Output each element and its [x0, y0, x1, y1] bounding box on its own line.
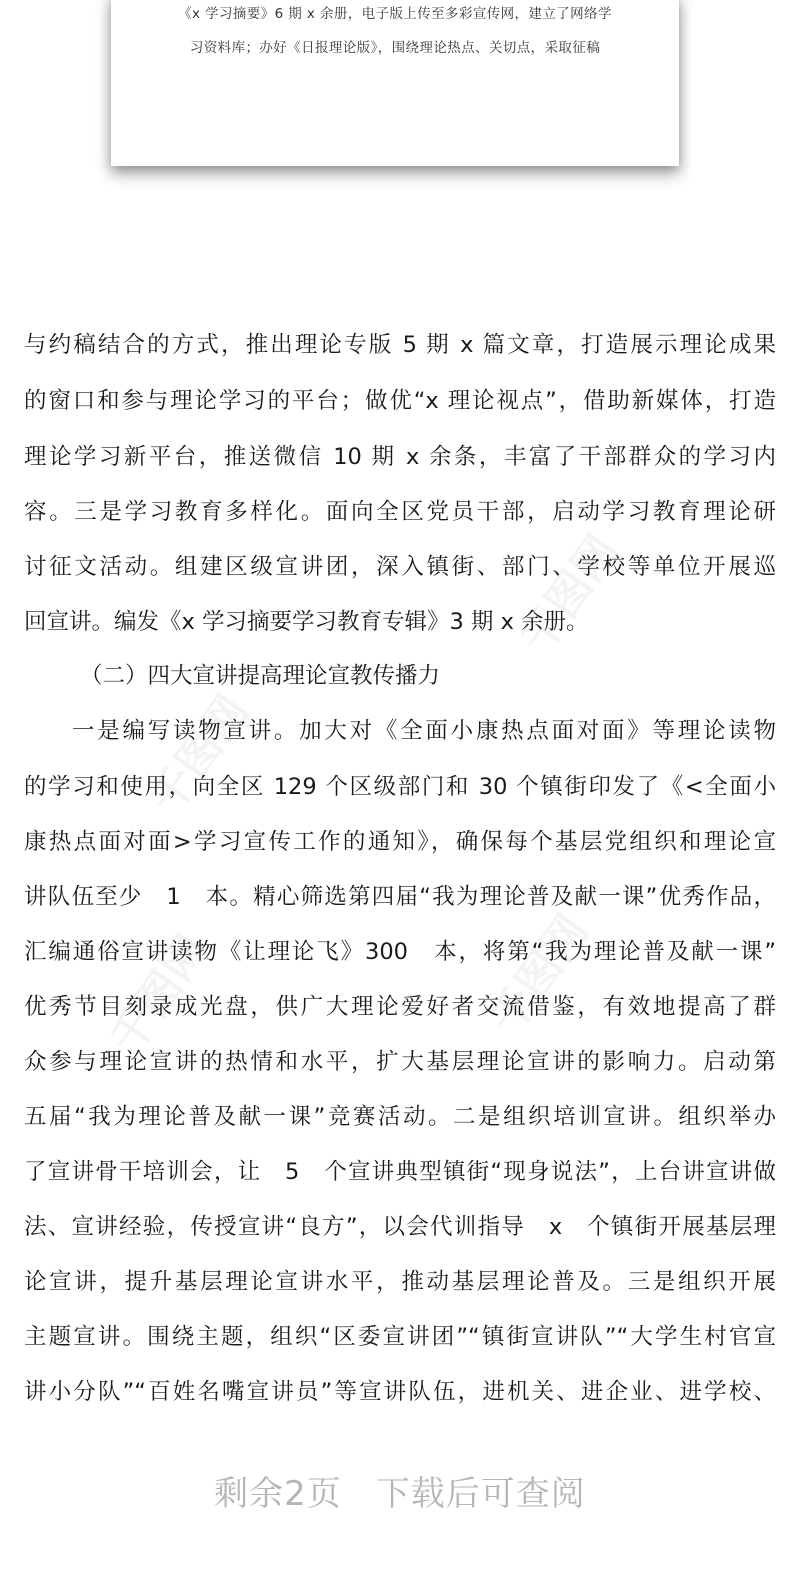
text-line: 讲队伍至少 1 本。精心筛选第四届“我为理论普及献一课”优秀作品， [24, 884, 776, 910]
text-line: 讲小分队”“百姓名嘴宣讲员”等宣讲队伍，进机关、进企业、进学校、 [24, 1379, 776, 1405]
text-line: 论宣讲，提升基层理论宣讲水平，推动基层理论普及。三是组织开展 [24, 1269, 776, 1295]
watermark: 千图网 [510, 525, 629, 664]
text-line: 众参与理论宣讲的热情和水平，扩大基层理论宣讲的影响力。启动第 [24, 1049, 776, 1075]
preview-line: 习资料库；办好《日报理论版》，围绕理论热点、关切点，采取征稿 [189, 40, 601, 56]
watermark: 千图网 [100, 925, 219, 1064]
remaining-pages-label: 剩余2页 [214, 1474, 342, 1514]
remaining-pages-notice[interactable] [0, 1466, 800, 1515]
text-line: 的学习和使用，向全区 129 个区级部门和 30 个镇街印发了《<全面小 [24, 774, 776, 800]
text-line: 与约稿结合的方式，推出理论专版 5 期 x 篇文章，打造展示理论成果 [24, 332, 776, 358]
text-line: 法、宣讲经验，传授宣讲“良方”，以会代训指导 x 个镇街开展基层理 [24, 1214, 776, 1240]
text-line: 五届“我为理论普及献一课”竞赛活动。二是组织培训宣讲。组织举办 [24, 1104, 776, 1130]
watermark: 千图网 [140, 685, 259, 824]
watermark: 千图网 [480, 905, 599, 1044]
text-line: 容。三是学习教育多样化。面向全区党员干部，启动学习教育理论研 [24, 499, 776, 525]
text-line: 讨征文活动。组建区级宣讲团，深入镇街、部门、学校等单位开展巡 [24, 554, 776, 580]
section-heading: （二）四大宣讲提高理论宣教传播力 [80, 663, 441, 689]
text-line: 汇编通俗宣讲读物《让理论飞》300 本，将第“我为理论普及献一课” [24, 939, 776, 965]
text-line: 了宣讲骨干培训会，让 5 个宣讲典型镇街“现身说法”，上台讲宣讲做 [24, 1159, 776, 1185]
text-line: 主题宣讲。围绕主题，组织“区委宣讲团”“镇街宣讲队”“大学生村官宣 [24, 1324, 776, 1350]
download-to-view-label: 下载后可查阅 [375, 1474, 586, 1514]
text-line: 理论学习新平台，推送微信 10 期 x 余条，丰富了干部群众的学习内 [24, 444, 776, 470]
text-line: 康热点面对面>学习宣传工作的通知》，确保每个基层党组织和理论宣 [24, 829, 776, 855]
preview-card [111, 0, 679, 166]
text-line: 的窗口和参与理论学习的平台；做优“x 理论视点”，借助新媒体，打造 [24, 388, 776, 414]
text-line: 回宣讲。编发《x 学习摘要学习教育专辑》3 期 x 余册。 [24, 609, 589, 635]
text-line: 一是编写读物宣讲。加大对《全面小康热点面对面》等理论读物 [72, 718, 776, 744]
preview-line: 《x 学习摘要》6 期 x 余册，电子版上传至多彩宣传网，建立了网络学 [178, 6, 612, 22]
text-line: 优秀节目刻录成光盘，供广大理论爱好者交流借鉴，有效地提高了群 [24, 994, 776, 1020]
